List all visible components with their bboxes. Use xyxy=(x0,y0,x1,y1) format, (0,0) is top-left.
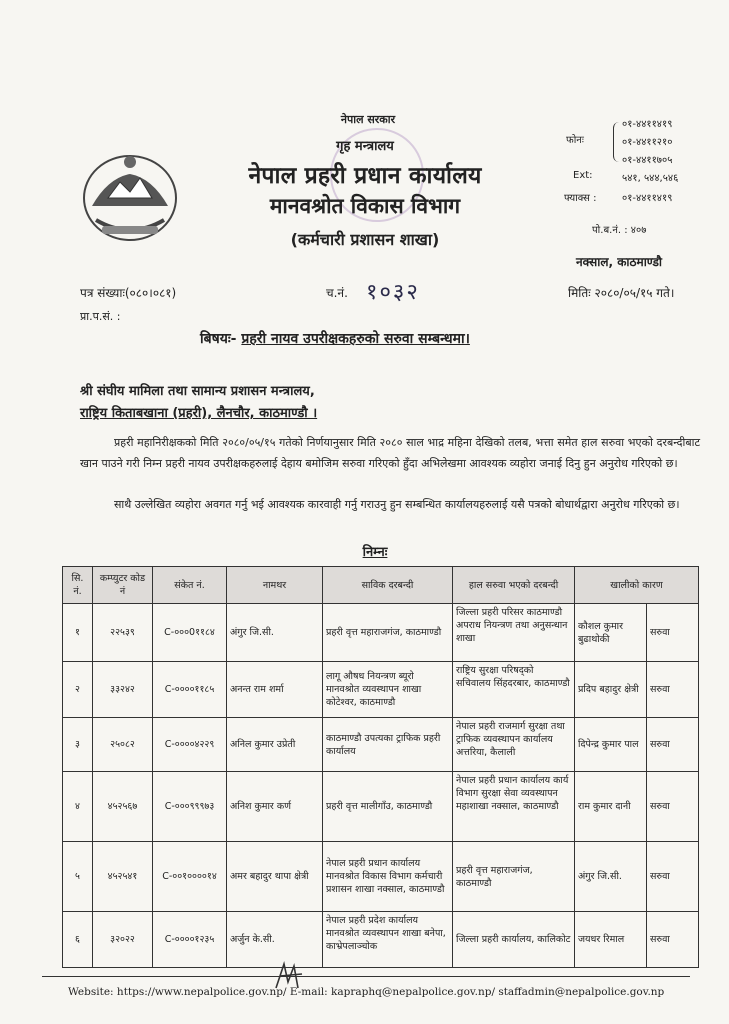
cell-sanket: C-००१००००१४ xyxy=(153,842,227,912)
dispatch-label: च.नं. xyxy=(326,286,348,300)
cell-reason: सरुवा xyxy=(647,912,699,968)
letter-date: मितिः २०८०/०५/१५ गते। xyxy=(568,286,675,300)
footer-contact: Website: https://www.nepalpolice.gov.np/ E-mail: kapraphq@nepalpolice.gov.np/ staffadmin@nepalpolice.gov.np xyxy=(68,986,665,998)
recipient-line-2: राष्ट्रिय किताबखाना (प्रहरी), लैनचौर, काठमाण्डौ । xyxy=(80,406,318,421)
cell-sn: ३ xyxy=(63,718,93,772)
cell-code: २५०८२ xyxy=(93,718,153,772)
cell-reason: सरुवा xyxy=(647,662,699,718)
cell-name: अनिश कुमार कर्ण xyxy=(227,772,323,842)
table-row xyxy=(63,718,699,772)
pps-label: प्रा.प.सं. : xyxy=(80,310,121,323)
col-header-new-post: हाल सरुवा भएको दरबन्दी xyxy=(453,567,575,604)
table-row xyxy=(63,772,699,842)
ext-label: Ext: xyxy=(573,170,593,181)
cell-code: ४५२५४१ xyxy=(93,842,153,912)
fax-number: ०१-४४११४१९ xyxy=(622,193,673,204)
ext-numbers: ५४१, ५४४,५४६ xyxy=(622,173,679,184)
subject-line xyxy=(200,329,470,348)
cell-new-post: जिल्ला प्रहरी कार्यालय, कालिकोट xyxy=(453,912,575,968)
col-header-code: कम्प्युटर कोड नं xyxy=(93,567,153,604)
cell-vacant-name: जयधर रिमाल xyxy=(575,912,647,968)
office-location: नक्साल, काठमाण्डौ xyxy=(576,255,663,269)
section-title: (कर्मचारी प्रशासन शाखा) xyxy=(290,230,440,249)
department-title: मानवश्रोत विकास विभाग xyxy=(269,194,461,218)
cell-name: अर्जुन के.सी. xyxy=(227,912,323,968)
cell-old-post: लागू औषध नियन्त्रण ब्यूरो मानवश्रोत व्यवस्थापन शाखा कोटेश्वर, काठमाण्डौ xyxy=(323,662,453,718)
cell-old-post: प्रहरी वृत्त मालीगाँउ, काठमाण्डौ xyxy=(323,772,453,842)
cell-reason: सरुवा xyxy=(647,604,699,662)
col-header-name: नामथर xyxy=(227,567,323,604)
cell-sn: ५ xyxy=(63,842,93,912)
cell-vacant-name: राम कुमार दानी xyxy=(575,772,647,842)
body-paragraph-1: प्रहरी महानिरीक्षकको मिति २०८०/०५/१५ गतेको निर्णयानुसार मिति २०८० साल भाद्र महिना देखिको तलब, भत्ता समेत हाल सरुवा भएको दरबन्दीबाट खान पाउने गरी निम्न प्रहरी नायव उपरीक्षकहरुलाई देहाय बमोजिम सरुवा गरिएको हुँदा अभिलेखमा आवश्यक व्यहोरा जनाई दिनु हुन अनुरोध गरिएको छ। xyxy=(80,436,700,470)
cell-old-post: प्रहरी वृत्त महाराजगंज, काठमाण्डौ xyxy=(323,604,453,662)
cell-sanket: C-००००४२२९ xyxy=(153,718,227,772)
cell-new-post: प्रहरी वृत्त महाराजगंज, काठमाण्डौ xyxy=(453,842,575,912)
dispatch-number: १०३२ xyxy=(366,280,420,305)
office-title: नेपाल प्रहरी प्रधान कार्यालय xyxy=(248,163,482,189)
cell-sanket: C-०००0११८४ xyxy=(153,604,227,662)
cell-new-post: नेपाल प्रहरी राजमार्ग सुरक्षा तथा ट्राफिक व्यवस्थापन कार्यालय अत्तरिया, कैलाली xyxy=(453,718,575,772)
cell-old-post: नेपाल प्रहरी प्रधान कार्यालय मानवश्रोत विकास विभाग कर्मचारी प्रशासन शाखा नक्साल, काठमाण्डौ xyxy=(323,842,453,912)
cell-name: अंगुर जि.सी. xyxy=(227,604,323,662)
cell-sn: १ xyxy=(63,604,93,662)
cell-sn: २ xyxy=(63,662,93,718)
nepal-emblem-icon xyxy=(78,148,182,244)
cell-vacant-name: प्रदिप बहादुर क्षेत्री xyxy=(575,662,647,718)
col-header-sanket: संकेत नं. xyxy=(153,567,227,604)
cell-code: २२५३९ xyxy=(93,604,153,662)
phone-label: फोनः xyxy=(566,135,584,146)
table-row xyxy=(63,662,699,718)
table-header-row xyxy=(63,567,699,604)
body-paragraph-2: साथै उल्लेखित व्यहोरा अवगत गर्नु भई आवश्यक कारवाही गर्नु गराउनु हुन सम्बन्धित कार्यालयहरुलाई यसै पत्रको बोधार्थद्वारा अनुरोध गरिएको छ। xyxy=(114,498,680,511)
cell-name: अनन्त राम शर्मा xyxy=(227,662,323,718)
cell-reason: सरुवा xyxy=(647,718,699,772)
cell-reason: सरुवा xyxy=(647,772,699,842)
col-header-old-post: साविक दरबन्दी xyxy=(323,567,453,604)
subject-label: बिषयः- xyxy=(200,331,237,347)
cell-sanket: C-००००१२३५ xyxy=(153,912,227,968)
phone-1: ०१-४४११४१९ xyxy=(622,119,673,130)
phone-3: ०१-४४११७०५ xyxy=(622,155,673,166)
phone-brace xyxy=(613,122,622,162)
cell-new-post: नेपाल प्रहरी प्रधान कार्यालय कार्य विभाग सुरक्षा सेवा व्यवस्थापन महाशाखा नक्साल, काठमाण्डौ xyxy=(453,772,575,842)
footer-divider xyxy=(42,976,690,977)
cell-vacant-name: कौशल कुमार बुढाथोकी xyxy=(575,604,647,662)
cell-new-post: राष्ट्रिय सुरक्षा परिषद्को सचिवालय सिंहदरबार, काठमाण्डौ xyxy=(453,662,575,718)
cell-code: ३२०२२ xyxy=(93,912,153,968)
cell-code: ४५२५६७ xyxy=(93,772,153,842)
col-header-vacancy-reason: खालीको कारण xyxy=(575,567,699,604)
col-header-sn: सि. नं. xyxy=(63,567,93,604)
cell-vacant-name: दिपेन्द्र कुमार पाल xyxy=(575,718,647,772)
fax-label: फ्याक्स : xyxy=(564,193,597,204)
ministry-name: गृह मन्त्रालय xyxy=(336,139,394,154)
cell-name: अमर बहादुर थापा क्षेत्री xyxy=(227,842,323,912)
government-name: नेपाल सरकार xyxy=(340,113,396,126)
cell-reason: सरुवा xyxy=(647,842,699,912)
cell-new-post: जिल्ला प्रहरी परिसर काठमाण्डौ अपराध नियन्त्रण तथा अनुसन्धान शाखा xyxy=(453,604,575,662)
cell-sn: ६ xyxy=(63,912,93,968)
cell-code: ३३२४२ xyxy=(93,662,153,718)
cell-sn: ४ xyxy=(63,772,93,842)
table-row xyxy=(63,912,699,968)
transfer-table xyxy=(62,566,699,968)
cell-name: अनिल कुमार उप्रेती xyxy=(227,718,323,772)
phone-2: ०१-४४११२१० xyxy=(622,137,673,148)
table-row xyxy=(63,604,699,662)
recipient-line-1: श्री संघीय मामिला तथा सामान्य प्रशासन मन्त्रालय, xyxy=(80,384,315,399)
cell-sanket: C-००००११८५ xyxy=(153,662,227,718)
cell-old-post: काठमाण्डौ उपत्यका ट्राफिक प्रहरी कार्यालय xyxy=(323,718,453,772)
cell-old-post: नेपाल प्रहरी प्रदेश कार्यालय मानवश्रोत व्यवस्थापन शाखा बनेपा, काभ्रेपलाञ्चोक xyxy=(323,912,453,968)
cell-sanket: C-०००९९९७३ xyxy=(153,772,227,842)
cell-vacant-name: अंगुर जि.सी. xyxy=(575,842,647,912)
subject-text: प्रहरी नायव उपरीक्षकहरुको सरुवा सम्बन्धमा। xyxy=(241,331,470,347)
po-box: पो.ब.नं. : ४०७ xyxy=(592,225,647,236)
table-row xyxy=(63,842,699,912)
letter-number: पत्र संख्याः(०८०।०८१) xyxy=(80,286,177,300)
list-heading: निम्नः xyxy=(362,545,388,560)
